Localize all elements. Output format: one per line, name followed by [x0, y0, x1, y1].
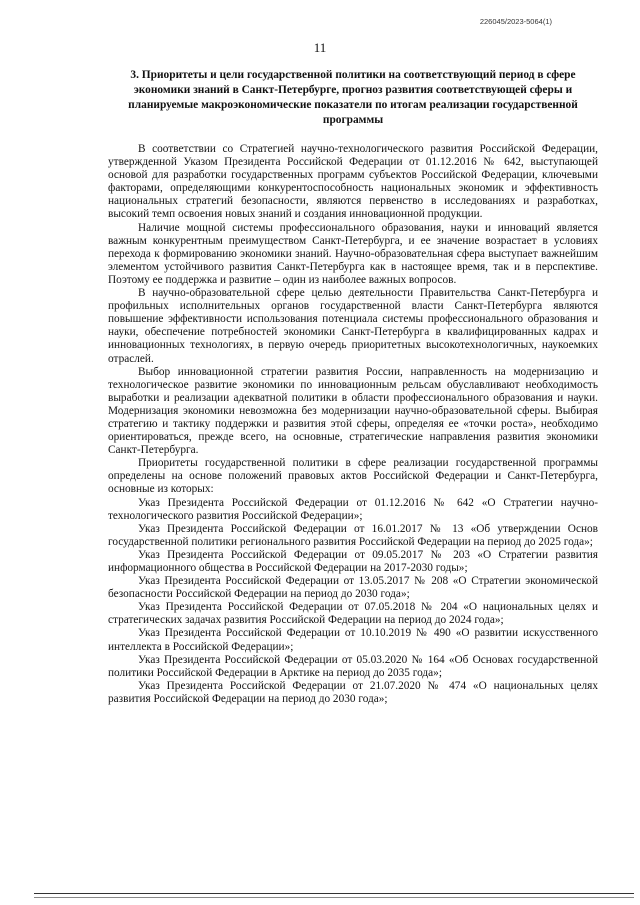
footer-rule [34, 893, 634, 894]
list-item-decree: Указ Президента Российской Федерации от 09.05.2017 № 203 «О Стратегии развития информационного общества в Российской Федерации на 2017-2030 годы»; [108, 548, 598, 574]
paragraph: В соответствии со Стратегией научно-технологического развития Российской Федерации, утвержденной Указом Президента Российской Федерации от 01.12.2016 № 642, выступающей основой для разработки государственных программ субъектов Российской Федерации, ключевыми факторами, определяющими конкурентоспособность национальных экономик и эффективность национальных стратегий безопасности, являются первенство в исследованиях и разработках, высокий темп освоения новых знаний и создания инновационной продукции. [108, 143, 598, 221]
list-item-decree: Указ Президента Российской Федерации от 21.07.2020 № 474 «О национальных целях развития Российской Федерации на период до 2030 года»; [108, 679, 598, 705]
list-item-decree: Указ Президента Российской Федерации от 07.05.2018 № 204 «О национальных целях и стратегических задачах развития Российской Федерации на период до 2024 года»; [108, 601, 598, 627]
footer-rule-thin [34, 897, 634, 898]
paragraph: Выбор инновационной стратегии развития России, направленность на модернизацию и технологическое развитие экономики по инновационным рельсам обуславливают необходимость выработки и реализации адекватной политики в области профессионального образования и науки. Модернизация экономики невозможна без модернизации научно-образовательной сферы. Выбирая стратегию и тактику поддержки и развития этой сферы, определяя ее «точки роста», необходимо ориентироваться, прежде всего, на основные, стратегические направления развития экономики Санкт-Петербурга. [108, 365, 598, 457]
page-number: 11 [313, 40, 327, 55]
section-heading: 3. Приоритеты и цели государственной политики на соответствующий период в сфере экономики знаний в Санкт-Петербурге, прогноз развития соответствующей сферы и планируемые макроэкономические показатели по итогам реализации государственной программы [128, 69, 578, 126]
paragraph: Приоритеты государственной политики в сфере реализации государственной программы определены на основе положений правовых актов Российской Федерации и Санкт-Петербурга, основные из которых: [108, 457, 598, 496]
list-item-decree: Указ Президента Российской Федерации от 16.01.2017 № 13 «Об утверждении Основ государственной политики регионального развития Российской Федерации на период до 2025 года»; [108, 522, 598, 548]
list-item-decree: Указ Президента Российской Федерации от 01.12.2016 № 642 «О Стратегии научно-технологического развития Российской Федерации»; [108, 496, 598, 522]
document-body [108, 143, 598, 706]
list-item-decree: Указ Президента Российской Федерации от 13.05.2017 № 208 «О Стратегии экономической безопасности Российской Федерации на период до 2030 года»; [108, 575, 598, 601]
paragraph: В научно-образовательной сфере целью деятельности Правительства Санкт-Петербурга и профильных исполнительных органов государственной власти Санкт-Петербурга являются повышение эффективности использования потенциала системы профессионального образования и науки, обеспечение потребностей экономики Санкт-Петербурга в квалифицированных кадрах и инновационных технологиях, в первую очередь приоритетных высокотехнологичных, наукоемких отраслей. [108, 287, 598, 365]
list-item-decree: Указ Президента Российской Федерации от 10.10.2019 № 490 «О развитии искусственного интеллекта в Российской Федерации»; [108, 627, 598, 653]
document-id: 226045/2023-5064(1) [479, 17, 552, 26]
list-item-decree: Указ Президента Российской Федерации от 05.03.2020 № 164 «Об Основах государственной политики Российской Федерации в Арктике на период до 2035 года»; [108, 653, 598, 679]
paragraph: Наличие мощной системы профессионального образования, науки и инноваций является важным конкурентным преимуществом Санкт-Петербурга, и ее значение возрастает в условиях перехода к формированию экономики знаний. Научно-образовательная сфера выступает важнейшим элементом устойчивого развития Санкт-Петербурга как в настоящее время, так и в перспективе. Поэтому ее поддержка и развитие – один из наиболее важных вопросов. [108, 221, 598, 286]
